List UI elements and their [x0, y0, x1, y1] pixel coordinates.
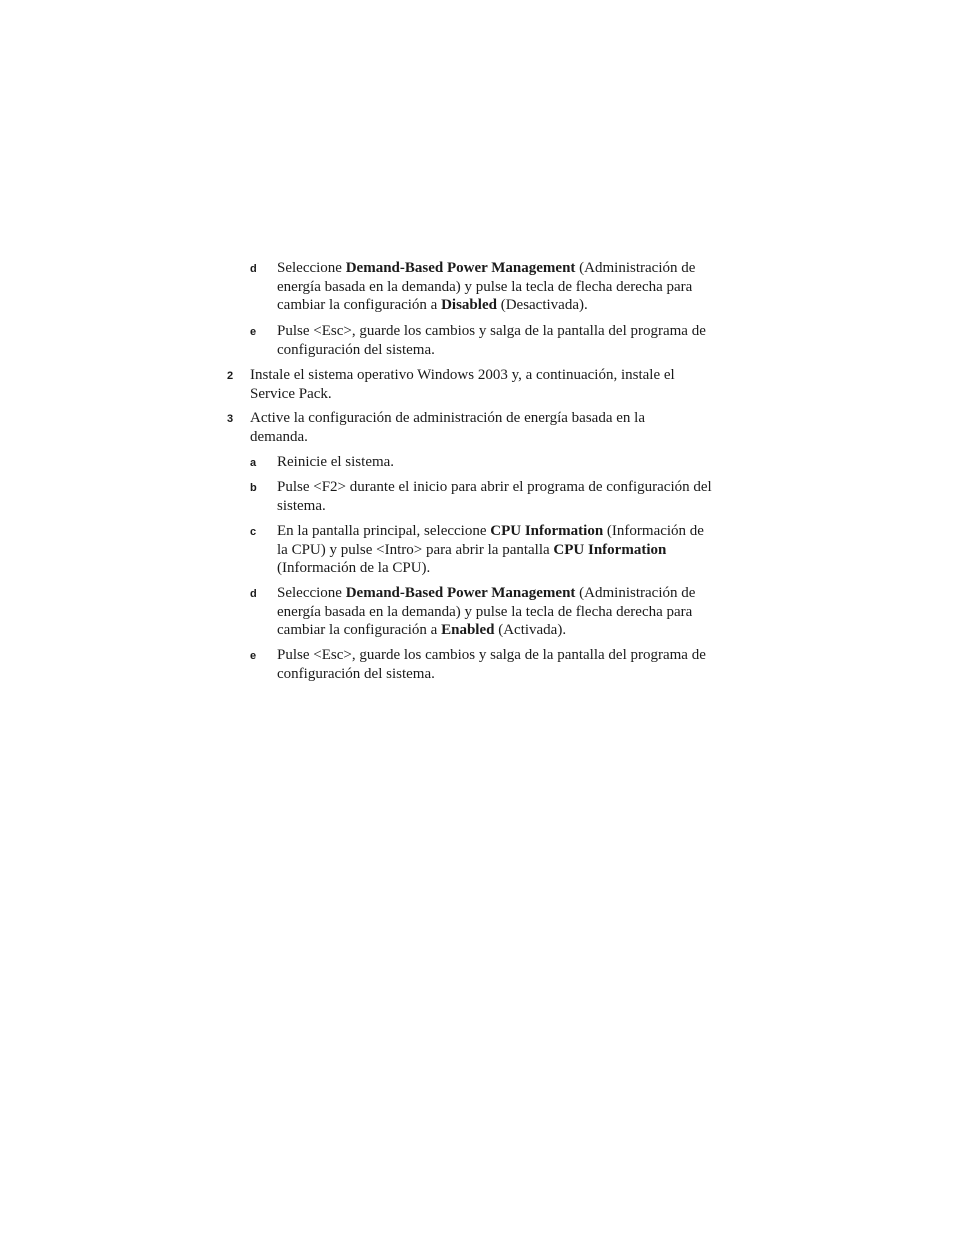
step-text — [250, 409, 690, 446]
step-marker: d — [250, 588, 257, 600]
text-run: (Información de la CPU) y pulse <Intro> para abrir la pantalla — [277, 523, 704, 558]
step-text — [277, 259, 717, 315]
text-run: Reinicie el sistema. — [277, 454, 395, 470]
step-marker: b — [250, 482, 257, 494]
text-run: Instale el sistema operativo Windows 2003 y, a continuación, instale el Service Pack. — [250, 367, 675, 402]
text-run: Pulse <F2> durante el inicio para abrir el programa de configuración del sistema. — [277, 479, 712, 514]
text-run: Active la configuración de administración de energía basada en la demanda. — [250, 410, 645, 445]
bold-term: Enabled — [441, 622, 495, 639]
step-text — [277, 522, 717, 578]
text-run: Pulse <Esc>, guarde los cambios y salga de la pantalla del programa de configuración del sistema. — [277, 323, 706, 358]
text-run: (Administración de energía basada en la demanda) y pulse la tecla de flecha derecha para cambiar la configuración a — [277, 260, 696, 314]
step-text — [277, 584, 717, 640]
step-marker: e — [250, 326, 257, 338]
bold-term: CPU Information — [490, 523, 604, 539]
step-marker: c — [250, 526, 257, 538]
bold-term: CPU Information — [553, 541, 667, 558]
text-run: (Desactivada). — [496, 297, 588, 314]
step-text — [277, 322, 717, 359]
text-run: (Activada). — [494, 622, 567, 639]
step-marker: a — [250, 457, 257, 469]
text-run: Seleccione — [277, 260, 346, 276]
step-marker: d — [250, 263, 257, 275]
text-run: En la pantalla principal, seleccione — [277, 523, 491, 539]
text-run: Pulse <Esc>, guarde los cambios y salga de la pantalla del programa de configuración del sistema. — [277, 647, 706, 682]
step-text — [250, 366, 690, 403]
text-run: (Administración de energía basada en la demanda) y pulse la tecla de flecha derecha para cambiar la configuración a — [277, 585, 696, 639]
step-text — [277, 646, 717, 683]
step-text — [277, 478, 717, 515]
step-number: 3 — [227, 413, 234, 425]
text-run: (Información de la CPU). — [277, 560, 431, 577]
bold-term: Demand-Based Power Management — [345, 585, 576, 601]
step-marker: e — [250, 650, 257, 662]
bold-term: Demand-Based Power Management — [345, 260, 576, 276]
step-text — [277, 453, 394, 472]
text-run: Seleccione — [277, 585, 346, 601]
bold-term: Disabled — [441, 297, 497, 314]
step-number: 2 — [227, 370, 234, 382]
